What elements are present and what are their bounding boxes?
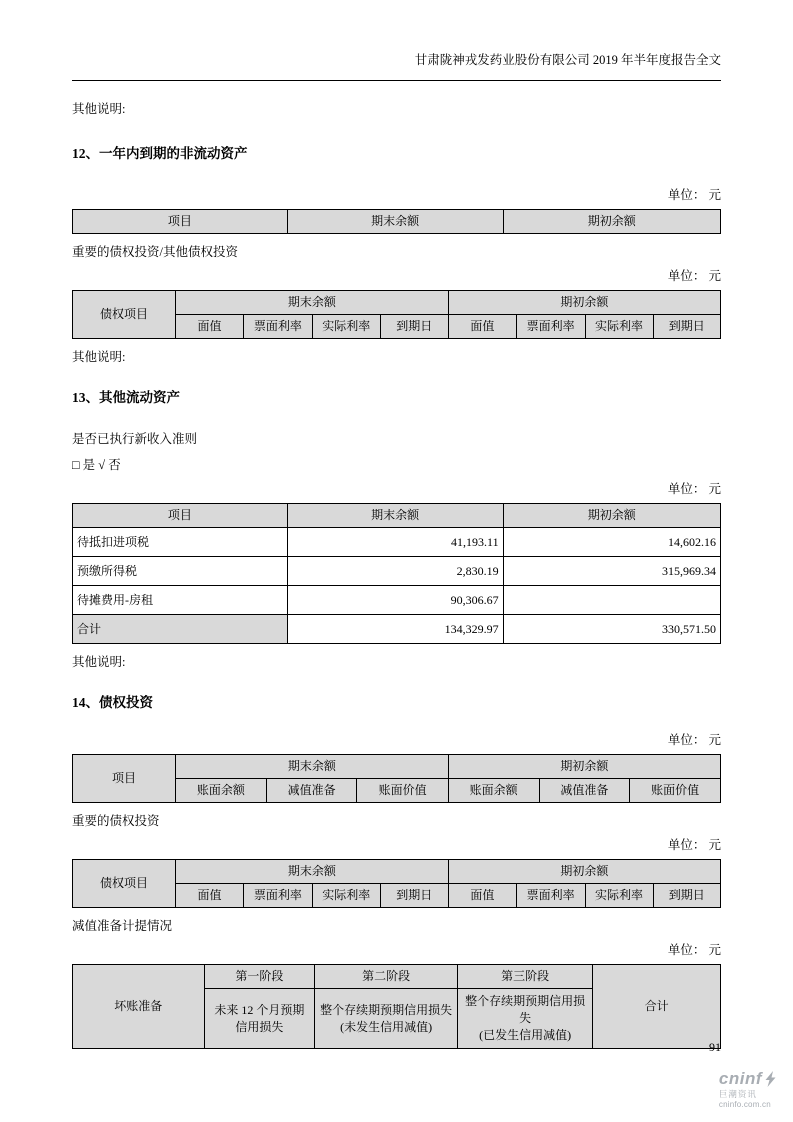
col-header-maturity-date: 到期日 [380,884,448,908]
col-header-face-value: 面值 [448,884,516,908]
table-header-row [73,860,721,884]
col-header-end-balance: 期末余额 [287,210,503,234]
group-header-begin-balance: 期初余额 [448,291,720,315]
col-header-coupon-rate: 票面利率 [516,884,585,908]
stage-1-description [204,989,315,1049]
stage-2-description-main: 整个存续期预期信用损失 [320,1002,453,1017]
col-header-stage-1: 第一阶段 [204,965,315,989]
col-header-debt-item: 债权项目 [73,291,176,339]
cell-total-label: 合计 [73,615,288,644]
col-header-coupon-rate: 票面利率 [244,315,313,339]
other-notes-label-1: 其他说明: [72,102,126,116]
cell-item-name: 待摊费用-房租 [73,586,288,615]
col-header-effective-rate: 实际利率 [585,315,653,339]
stage-3-description [457,989,592,1049]
col-header-begin-balance: 期初余额 [503,504,720,528]
col-header-coupon-rate: 票面利率 [244,884,313,908]
unit-label-4: 单位： 元 [667,733,721,747]
cell-item-name: 待抵扣进项税 [73,528,288,557]
unit-label-6: 单位： 元 [667,943,721,957]
col-header-end-balance: 期末余额 [287,504,503,528]
group-header-end-balance: 期末余额 [176,755,449,779]
col-header-maturity-date: 到期日 [653,884,720,908]
table-debt-investment-summary [72,754,721,803]
col-header-impairment-provision: 减值准备 [539,779,630,803]
col-header-effective-rate: 实际利率 [312,884,380,908]
cell-end-balance: 41,193.11 [287,528,503,557]
group-header-begin-balance: 期初余额 [448,755,720,779]
section-12-heading: 12、一年内到期的非流动资产 [72,146,248,161]
col-header-bad-debt-provision: 坏账准备 [73,965,205,1049]
cell-begin-balance: 14,602.16 [503,528,720,557]
table-row [73,528,721,557]
col-header-item: 项目 [73,210,288,234]
cell-begin-balance: 330,571.50 [503,615,720,644]
col-header-book-value: 账面价值 [357,779,448,803]
col-header-book-balance: 账面余额 [176,779,267,803]
col-header-face-value: 面值 [176,884,244,908]
cninfo-logo [719,1070,777,1109]
section-13-heading: 13、其他流动资产 [72,390,180,405]
table-header-row [73,965,721,989]
unit-label-5: 单位： 元 [667,838,721,852]
col-header-stage-2: 第二阶段 [315,965,458,989]
table-total-row [73,615,721,644]
stage-2-description [315,989,458,1049]
col-header-maturity-date: 到期日 [653,315,720,339]
col-header-face-value: 面值 [448,315,516,339]
col-header-stage-3: 第三阶段 [457,965,592,989]
col-header-coupon-rate: 票面利率 [516,315,585,339]
cell-begin-balance [503,586,720,615]
group-header-end-balance: 期末余额 [176,291,449,315]
table-debt-items-s12 [72,290,721,339]
table-row [73,586,721,615]
cell-end-balance: 134,329.97 [287,615,503,644]
col-header-begin-balance: 期初余额 [503,210,720,234]
col-header-effective-rate: 实际利率 [312,315,380,339]
col-header-effective-rate: 实际利率 [585,884,653,908]
table-bad-debt-provision [72,964,721,1049]
stage-2-description-sub: (未发生信用减值) [340,1019,433,1034]
table-row [73,557,721,586]
group-header-end-balance: 期末余额 [176,860,449,884]
cninfo-logo-subtitle: 巨潮资讯 [718,1089,757,1099]
table-header-row [73,291,721,315]
unit-label-3: 单位： 元 [667,482,721,496]
impairment-provision-note: 减值准备计提情况 [72,919,173,933]
col-header-impairment-provision: 减值准备 [266,779,357,803]
cell-item-name: 预缴所得税 [73,557,288,586]
col-header-book-balance: 账面余额 [448,779,539,803]
other-notes-label-3: 其他说明: [72,655,126,669]
table-header-row [73,210,721,234]
table-debt-items-s14 [72,859,721,908]
cninfo-logo-url: cninfo.com.cn [718,1099,771,1109]
important-debt-note-2: 重要的债权投资 [72,814,160,828]
cninfo-logo-top [719,1070,777,1087]
cninfo-lightning-icon [764,1071,777,1087]
group-header-begin-balance: 期初余额 [448,860,720,884]
table-other-current-assets [72,503,721,644]
col-header-book-value: 账面价值 [630,779,721,803]
col-header-item: 项目 [73,755,176,803]
col-header-debt-item: 债权项目 [73,860,176,908]
col-header-item: 项目 [73,504,288,528]
table-header-row [73,504,721,528]
table-one-year-noncurrent-assets [72,209,721,234]
important-debt-note-1: 重要的债权投资/其他债权投资 [72,245,238,259]
stage-3-description-sub: (已发生信用减值) [479,1028,572,1042]
new-revenue-standard-question: 是否已执行新收入准则 [72,432,198,446]
stage-1-description-main: 未来 12 个月预期信用损失 [214,1002,305,1034]
col-header-total: 合计 [593,965,721,1049]
unit-label-1: 单位： 元 [667,188,721,202]
document-header-title: 甘肃陇神戎发药业股份有限公司 2019 年半年度报告全文 [72,52,721,81]
cell-begin-balance: 315,969.34 [503,557,720,586]
table-header-row [73,755,721,779]
section-14-heading: 14、债权投资 [72,695,153,710]
yes-no-checkbox-line: □ 是 √ 否 [72,458,121,472]
cell-end-balance: 90,306.67 [287,586,503,615]
stage-3-description-main: 整个存续期预期信用损失 [465,994,586,1025]
cninfo-logo-text: cninf [718,1069,762,1088]
col-header-face-value: 面值 [176,315,244,339]
page-number: 91 [709,1040,721,1054]
unit-label-2: 单位： 元 [667,269,721,283]
cell-end-balance: 2,830.19 [287,557,503,586]
other-notes-label-2: 其他说明: [72,350,126,364]
col-header-maturity-date: 到期日 [380,315,448,339]
